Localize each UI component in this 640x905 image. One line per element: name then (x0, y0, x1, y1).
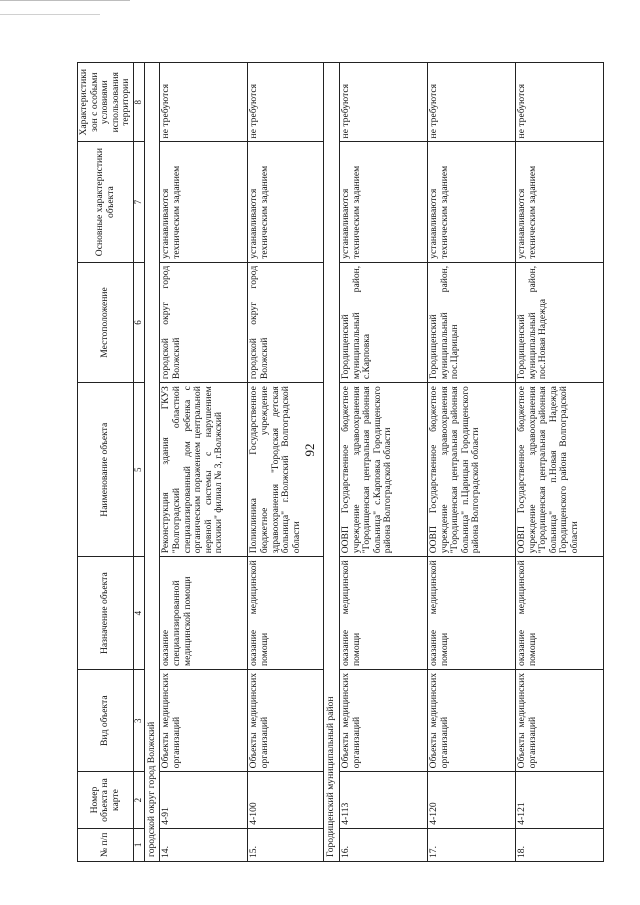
section-title: Городищенский муниципальный район (324, 63, 340, 862)
row-zones: не требуются (248, 63, 324, 142)
row-name: ООВП Государственное бюджетное учреждение здравоохранения "Городищенская центральная районная больница" п.Царицын Городищенского района Волгоградской области (427, 383, 515, 557)
row-characteristics: устанавливаются техническим заданием (515, 142, 603, 262)
row-name: ООВП Государственное бюджетное учреждение здравоохранения "Городищенская центральная районная больница" п.Новая Надежда Городищенского района Волгоградской области (515, 383, 603, 557)
column-number: 7 (134, 142, 145, 262)
section-row (144, 63, 160, 862)
page-number: 92 (302, 443, 317, 457)
column-number: 2 (134, 772, 145, 828)
section-row (324, 63, 340, 862)
row-num: 17. (427, 828, 515, 861)
column-number: 4 (134, 557, 145, 670)
row-kind: Объекты медицинских организаций (248, 669, 324, 771)
row-map-code: 4-113 (339, 772, 427, 828)
scan-edge-line (0, 0, 130, 1)
table-row (515, 63, 603, 862)
row-purpose: оказание медицинской помощи (515, 557, 603, 670)
row-purpose: оказание медицинской помощи (427, 557, 515, 670)
row-zones: не требуются (427, 63, 515, 142)
scan-edge-line (0, 14, 100, 15)
column-number: 5 (134, 383, 145, 557)
row-name: Реконструкция здания ГКУЗ "Волгоградский областной специализированный дом ребенка с органическим поражением центральной нервной системы с нарушением психики" филиал № 3, г.Волжский (160, 383, 248, 557)
row-map-code: 4-91 (160, 772, 248, 828)
row-num: 15. (248, 828, 324, 861)
row-purpose: оказание медицинской помощи (248, 557, 324, 670)
row-num: 16. (339, 828, 427, 861)
header-name: Наименование объекта (78, 383, 134, 557)
section-title: городской округ город Волжский (144, 63, 160, 862)
objects-table (77, 62, 604, 862)
row-purpose: оказание специализированной медицинской помощи (160, 557, 248, 670)
row-kind: Объекты медицинских организаций (515, 669, 603, 771)
row-num: 14. (160, 828, 248, 861)
column-number: 1 (134, 828, 145, 861)
row-map-code: 4-121 (515, 772, 603, 828)
row-map-code: 4-120 (427, 772, 515, 828)
row-characteristics: устанавливаются техническим заданием (160, 142, 248, 262)
row-purpose: оказание медицинской помощи (339, 557, 427, 670)
header-characteristics: Основные характеристики объекта (78, 142, 134, 262)
table-header-row (78, 63, 134, 862)
row-characteristics: устанавливаются техническим заданием (427, 142, 515, 262)
row-zones: не требуются (339, 63, 427, 142)
header-location: Местоположение (78, 262, 134, 382)
row-zones: не требуются (160, 63, 248, 142)
row-map-code: 4-100 (248, 772, 324, 828)
row-characteristics: устанавливаются техническим заданием (248, 142, 324, 262)
table-row (160, 63, 248, 862)
column-number: 6 (134, 262, 145, 382)
header-purpose: Назначение объекта (78, 557, 134, 670)
row-location: городской округ город Волжский (248, 262, 324, 382)
table-row (339, 63, 427, 862)
row-name: ООВП Государственное бюджетное учреждение здравоохранения "Городищенская центральная районная больница" с.Карповка Городищенского района Волгоградской области (339, 383, 427, 557)
row-kind: Объекты медицинских организаций (339, 669, 427, 771)
row-location: Городищенский муниципальный район, с.Карповка (339, 262, 427, 382)
table-row (427, 63, 515, 862)
header-num: № п/п (78, 828, 134, 861)
header-kind: Вид объекта (78, 669, 134, 771)
table-row (248, 63, 324, 862)
column-number-row (134, 63, 145, 862)
column-number: 8 (134, 63, 145, 142)
rotated-table-container (77, 62, 602, 862)
header-zones: Характеристики зон с особыми условиями использования территории (78, 63, 134, 142)
row-characteristics: устанавливаются техническим заданием (339, 142, 427, 262)
row-kind: Объекты медицинских организаций (427, 669, 515, 771)
column-number: 3 (134, 669, 145, 771)
row-location: Городищенский муниципальный район, пос.Царицын (427, 262, 515, 382)
row-zones: не требуются (515, 63, 603, 142)
row-num: 18. (515, 828, 603, 861)
rotated-table-frame (77, 62, 602, 862)
row-location: Городищенский муниципальный район, пос.Новая Надежда (515, 262, 603, 382)
header-map-code: Номер объекта на карте (78, 772, 134, 828)
row-kind: Объекты медицинских организаций (160, 669, 248, 771)
row-name: Поликлиника Государственное бюджетное учреждение здравоохранения "Городская детская больница" г.Волжский Волгоградской области (248, 383, 324, 557)
row-location: городской округ город Волжский (160, 262, 248, 382)
